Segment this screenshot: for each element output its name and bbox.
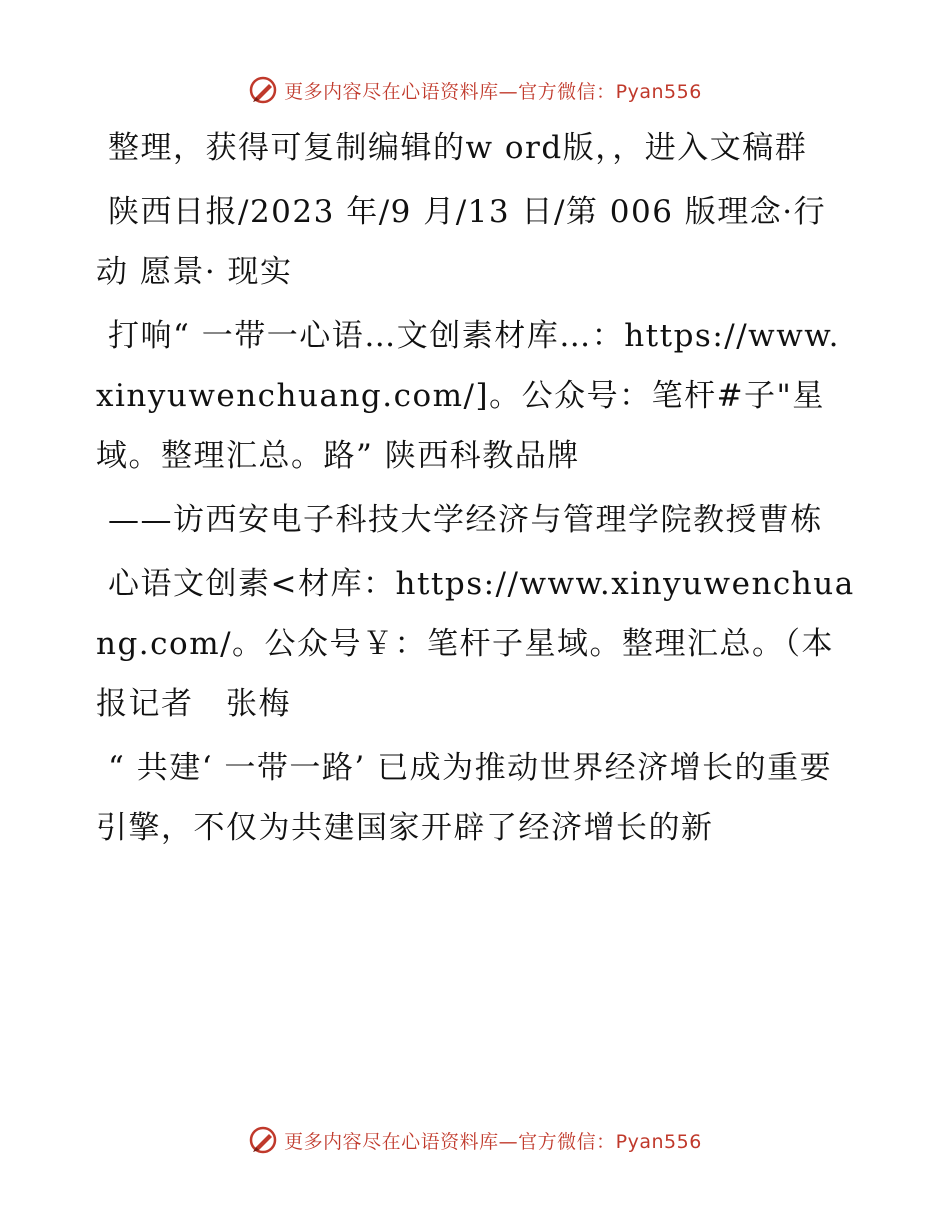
pen-logo-icon <box>248 75 278 105</box>
paragraph: 陕西日报/2023 年/9 月/13 日/第 006 版理念·行动 愿景· 现实 <box>96 194 827 290</box>
paragraph: “ 共建‘ 一带一路’ 已成为推动世界经济增长的重要引擎，不仅为共建国家开辟了经济增长的新 <box>96 750 833 846</box>
paragraph: ——访西安电子科技大学经济与管理学院教授曹栋 <box>108 502 823 538</box>
header-banner-text: 更多内容尽在心语资料库—官方微信：Pyan556 <box>284 80 702 103</box>
document-body <box>96 118 856 862</box>
footer-banner-text: 更多内容尽在心语资料库—官方微信：Pyan556 <box>284 1130 702 1153</box>
paragraph: 心语文创素<材库：https://www.xinyuwenchuang.com/。公众号￥：笔杆子星域。整理汇总。（本报记者 张梅 <box>96 566 855 722</box>
header-banner <box>0 70 950 110</box>
paragraph: 整理，获得可复制编辑的w ord版，，进入文稿群 <box>108 130 808 166</box>
footer-banner <box>0 1120 950 1160</box>
paragraph: 打响“ 一带一心语…文创素材库…：https://www.xinyuwenchuang.com/]。公众号：笔杆#子"星域。整理汇总。路” 陕西科教品牌 <box>96 318 840 474</box>
pen-logo-icon <box>248 1125 278 1155</box>
